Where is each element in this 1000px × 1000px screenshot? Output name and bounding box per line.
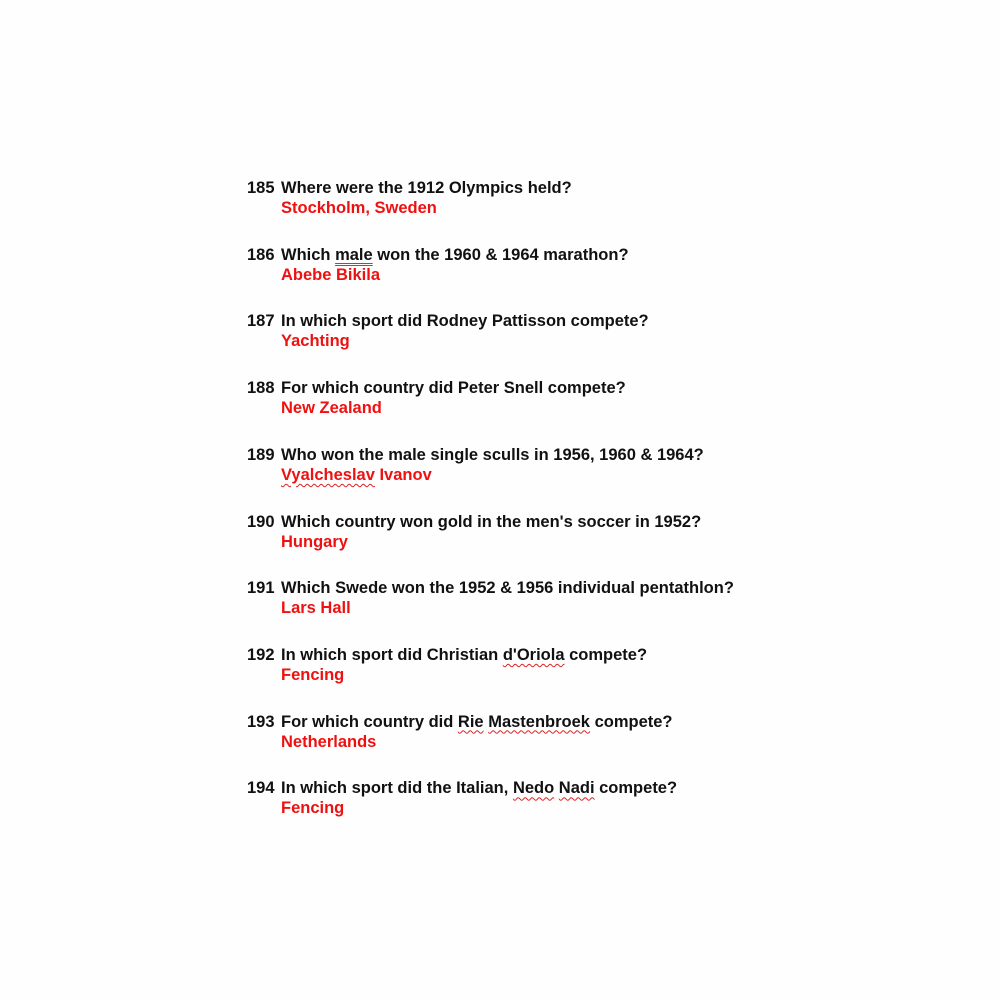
text-run: compete? (594, 779, 678, 798)
question-text (281, 779, 677, 797)
question-text (281, 646, 647, 664)
text-run: Yachting (281, 332, 350, 351)
answer-text (247, 732, 967, 752)
text-run: In which sport did Rodney Pattisson compete? (281, 312, 649, 331)
question-number: 188 (247, 379, 275, 398)
question-number: 187 (247, 312, 275, 331)
spelling-flagged-word: Nadi (558, 779, 595, 798)
spelling-flagged-word: Nedo (512, 779, 555, 798)
answer-text (247, 798, 967, 818)
question-line (247, 578, 967, 598)
text-run: Fencing (281, 665, 345, 684)
question-number: 185 (247, 179, 275, 197)
question-line (247, 512, 967, 532)
text-run: Fencing (281, 799, 345, 818)
text-run: Where were the 1912 Olympics held? (281, 179, 572, 197)
question-text (281, 312, 649, 330)
text-run: compete? (564, 645, 648, 664)
question-text (281, 246, 629, 264)
text-run: In which sport did Christian (281, 645, 503, 664)
question-line (247, 178, 967, 198)
answer-text (247, 598, 967, 618)
text-run: Who won the male single sculls in 1956, 1960 & 1964? (281, 445, 704, 464)
question-line (247, 645, 967, 665)
question-text (281, 379, 626, 397)
text-run: Which (281, 245, 336, 264)
answer-text (247, 398, 967, 418)
question-number: 191 (247, 579, 275, 598)
text-run: Which Swede won the 1952 & 1956 individual pentathlon? (281, 579, 734, 598)
spelling-flagged-word: d'Oriola (502, 645, 565, 664)
answer-text (247, 532, 967, 552)
question-line (247, 378, 967, 398)
question-line (247, 445, 967, 465)
quiz-item (247, 445, 967, 485)
answer-text (247, 331, 967, 351)
quiz-item (247, 178, 967, 218)
question-text (281, 579, 734, 597)
answer-text (247, 665, 967, 685)
question-number: 189 (247, 445, 275, 464)
question-text (281, 713, 673, 731)
text-run: New Zealand (281, 399, 382, 418)
question-text (281, 513, 701, 531)
spelling-flagged-word: Mastenbroek (488, 712, 590, 731)
text-run: Which country won gold in the men's soccer in 1952? (281, 512, 702, 531)
text-run: Netherlands (281, 732, 377, 751)
quiz-item (247, 578, 967, 618)
text-run: Ivanov (374, 465, 432, 484)
question-number: 190 (247, 512, 275, 531)
spelling-flagged-word: Vyalcheslav (281, 465, 375, 484)
text-run: Hungary (281, 532, 348, 551)
question-number: 186 (247, 245, 275, 264)
question-number: 192 (247, 645, 275, 664)
text-run: Abebe Bikila (281, 265, 381, 284)
question-line (247, 778, 967, 798)
quiz-item (247, 645, 967, 685)
question-line (247, 712, 967, 732)
text-run: In which sport did the Italian, (281, 779, 513, 798)
quiz-item (247, 311, 967, 351)
answer-text (247, 198, 967, 218)
question-line (247, 311, 967, 331)
text-run: Stockholm, Sweden (281, 199, 437, 217)
text-run: won the 1960 & 1964 marathon? (372, 245, 629, 264)
spelling-flagged-word: Rie (457, 712, 484, 731)
quiz-item (247, 378, 967, 418)
quiz-item (247, 512, 967, 552)
answer-text (247, 265, 967, 285)
question-text (281, 179, 572, 197)
text-run: Lars Hall (281, 599, 351, 618)
question-number: 193 (247, 712, 275, 731)
answer-text (247, 465, 967, 485)
quiz-item (247, 778, 967, 818)
text-run: For which country did (281, 712, 458, 731)
question-text (281, 446, 704, 464)
grammar-flagged-word: male (335, 245, 373, 264)
text-run: compete? (589, 712, 673, 731)
quiz-item (247, 712, 967, 752)
quiz-item (247, 245, 967, 285)
question-line (247, 245, 967, 265)
text-run: For which country did Peter Snell compete? (281, 379, 626, 398)
question-number: 194 (247, 779, 275, 798)
